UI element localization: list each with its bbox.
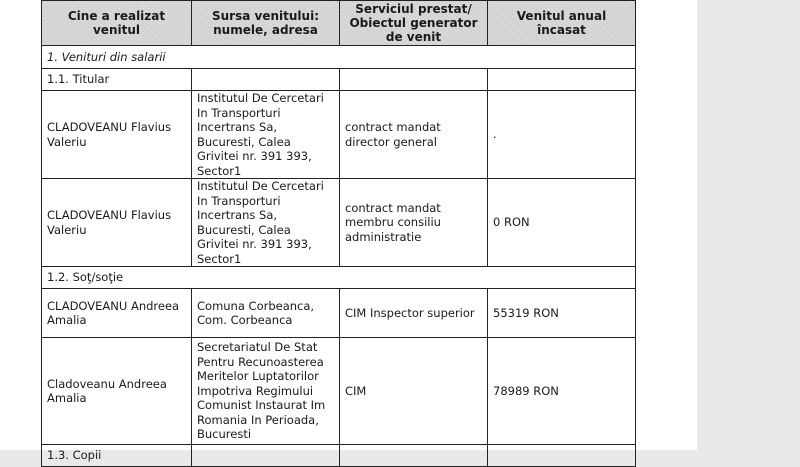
subsection-row [42, 69, 636, 91]
cell-income: 0 RON [488, 179, 636, 267]
table-row [42, 338, 636, 445]
cell-who: CLADOVEANU Flavius Valeriu [42, 179, 192, 267]
cell-service: CIM [340, 338, 488, 445]
header-income: Venitul anual încasat [488, 1, 636, 46]
cell-who: CLADOVEANU Andreea Amalia [42, 289, 192, 338]
cell-who: CLADOVEANU Flavius Valeriu [42, 91, 192, 179]
table-header-row [42, 1, 636, 46]
cell-source: Institutul De Cercetari In Transporturi Incertrans Sa, Bucuresti, Calea Grivitei nr. 391 393, Sector1 [192, 179, 340, 267]
empty-cell [340, 445, 488, 467]
empty-cell [488, 69, 636, 91]
cell-source: Secretariatul De Stat Pentru Recunoasterea Meritelor Luptatorilor Impotriva Regimului Comunist Instaurat Im Romania In Perioada, Bucuresti [192, 338, 340, 445]
subsection-children: 1.3. Copii [42, 445, 192, 467]
empty-cell [192, 69, 340, 91]
cell-who: Cladoveanu Andreea Amalia [42, 338, 192, 445]
section-row [42, 46, 636, 69]
cell-income: 78989 RON [488, 338, 636, 445]
subsection-row [42, 267, 636, 289]
table-row [42, 91, 636, 179]
empty-cell [340, 69, 488, 91]
table-row [42, 289, 636, 338]
header-service: Serviciul prestat/ Obiectul generator de venit [340, 1, 488, 46]
cell-service: contract mandat director general [340, 91, 488, 179]
subsection-titular: 1.1. Titular [42, 69, 192, 91]
income-table [41, 0, 636, 467]
cell-income: 55319 RON [488, 289, 636, 338]
subsection-spouse: 1.2. Soţ/soţie [42, 267, 636, 289]
subsection-row [42, 445, 636, 467]
empty-cell [192, 445, 340, 467]
cell-service: CIM Inspector superior [340, 289, 488, 338]
empty-cell [488, 445, 636, 467]
table-row [42, 179, 636, 267]
cell-service: contract mandat membru consiliu administratie [340, 179, 488, 267]
section-title: 1. Venituri din salarii [42, 46, 636, 69]
header-who: Cine a realizat venitul [42, 1, 192, 46]
viewer-background [697, 0, 800, 450]
cell-source: Institutul De Cercetari In Transporturi Incertrans Sa, Bucuresti, Calea Grivitei nr. 391 393, Sector1 [192, 91, 340, 179]
cell-income: . [488, 91, 636, 179]
header-source: Sursa venitului: numele, adresa [192, 1, 340, 46]
cell-source: Comuna Corbeanca, Com. Corbeanca [192, 289, 340, 338]
